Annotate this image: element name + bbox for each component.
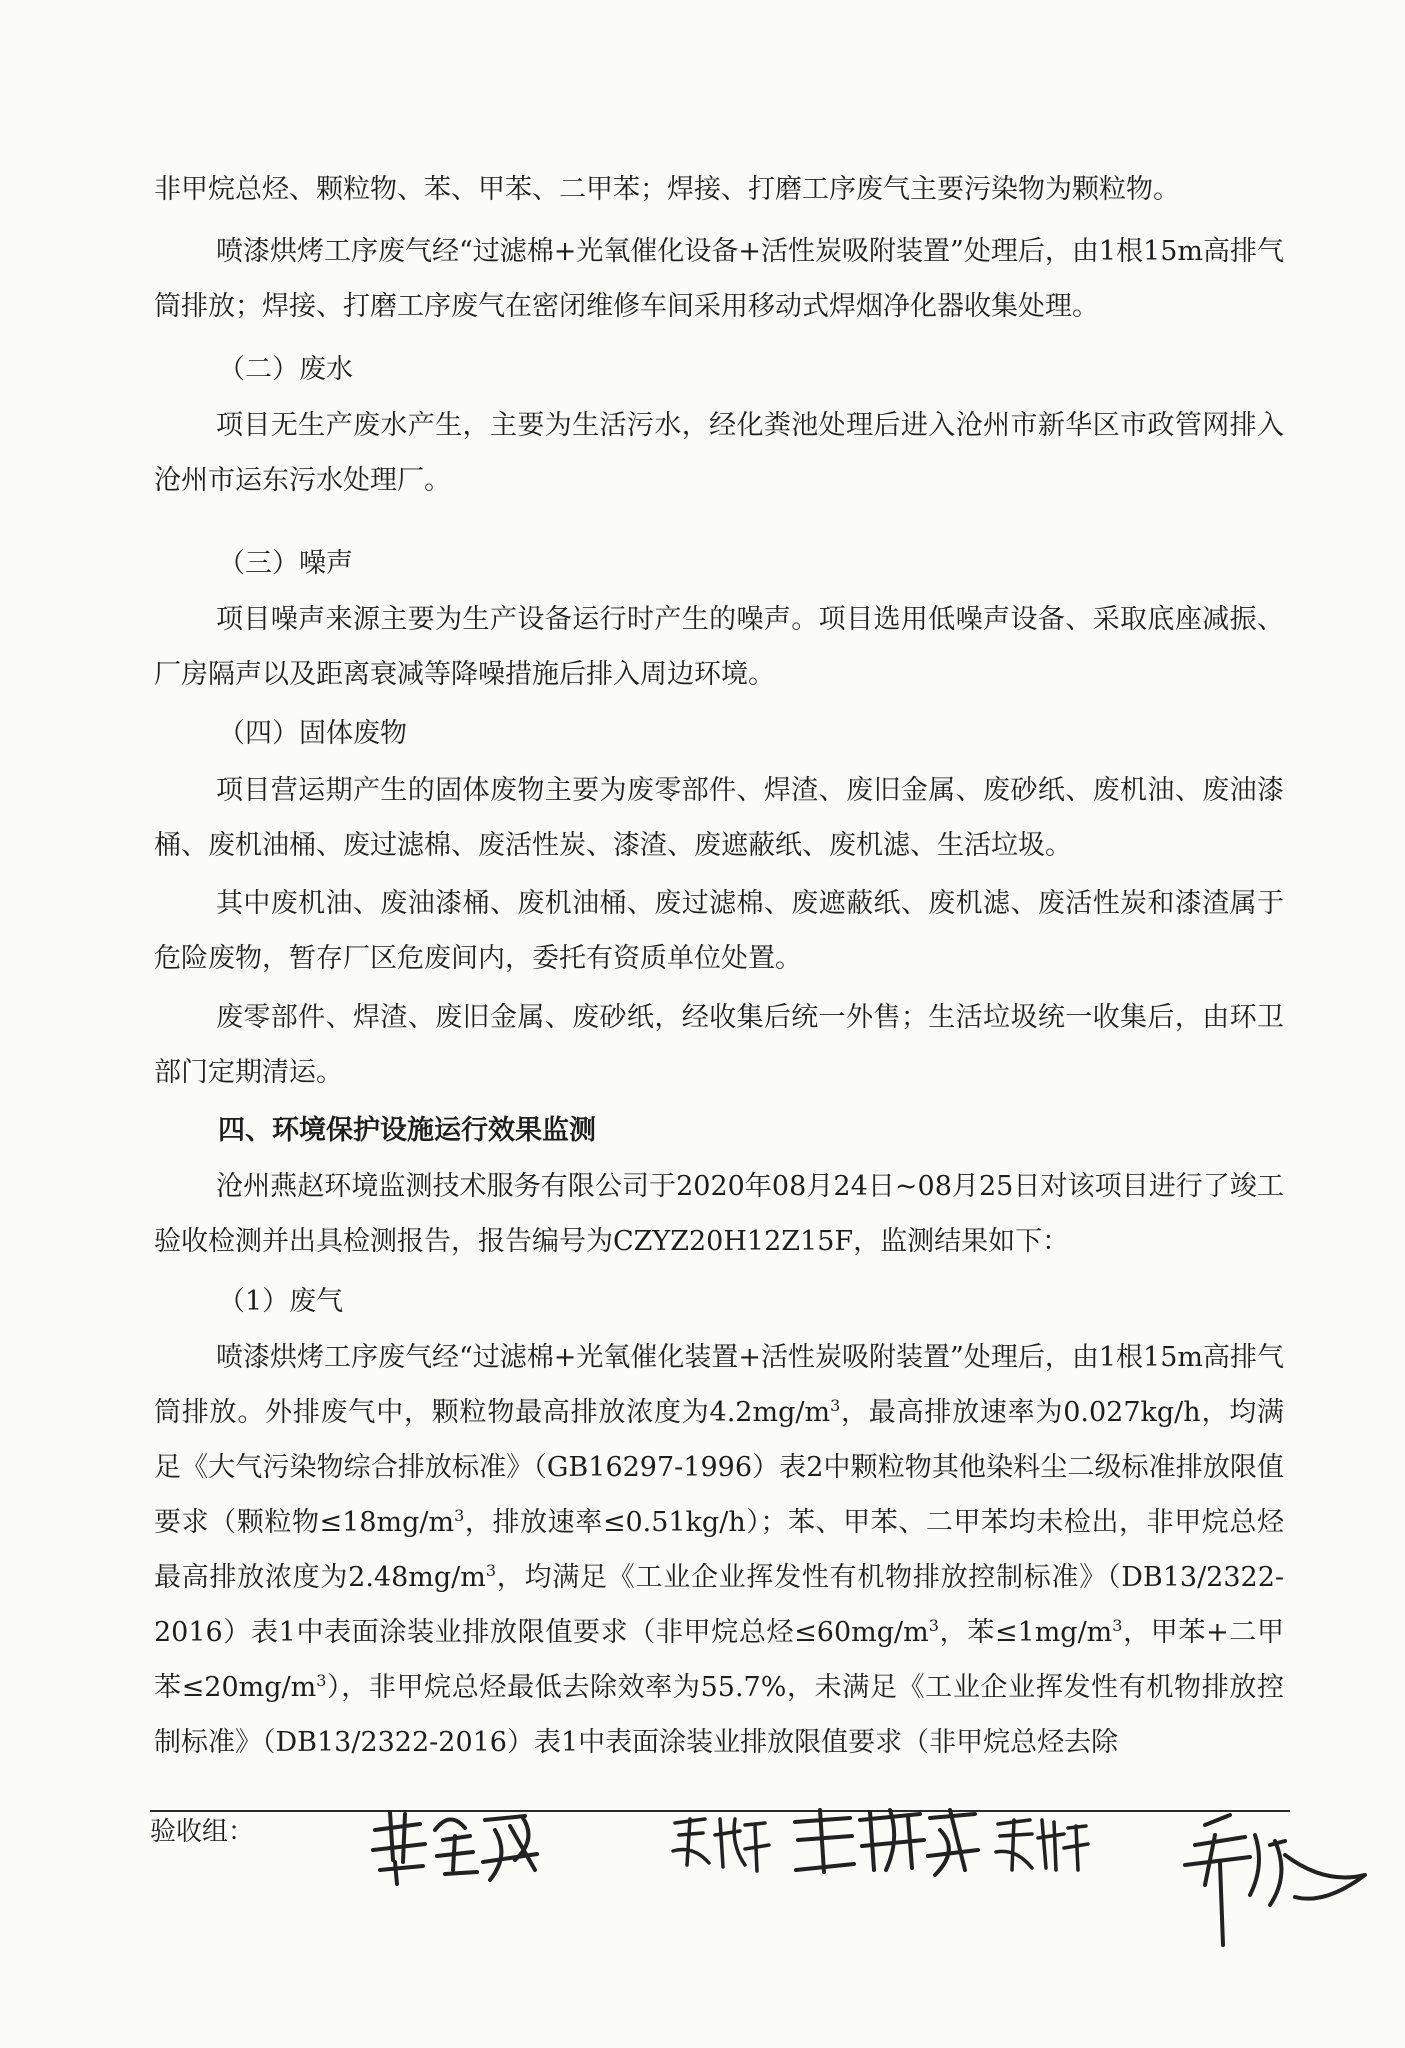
text-run: ，甲苯+二甲苯≤20mg/m [154, 1617, 1284, 1703]
paragraph-1: 非甲烷总烃、颗粒物、苯、甲苯、二甲苯；焊接、打磨工序废气主要污染物为颗粒物。 [154, 174, 1180, 205]
paragraph-solid-waste-1: 项目营运期产生的固体废物主要为废零部件、焊渣、废旧金属、废砂纸、废机油、废油漆桶、废机油桶、废过滤棉、废活性炭、漆渣、废遮蔽纸、废机滤、生活垃圾。 [154, 775, 1284, 861]
paragraph-wastewater: 项目无生产废水产生，主要为生活污水，经化粪池处理后进入沧州市新华区市政管网排入沧州市运东污水处理厂。 [154, 410, 1284, 496]
footer-label: 验收组： [150, 1817, 255, 1847]
text-run: ，苯≤1mg/m [938, 1617, 1113, 1648]
paragraph-solid-waste-3: 废零部件、焊渣、废旧金属、废砂纸，经收集后统一外售；生活垃圾统一收集后，由环卫部门定期清运。 [154, 1002, 1284, 1088]
section-heading-waste-gas: （1）废气 [218, 1286, 344, 1317]
signature-1 [365, 1800, 545, 1890]
signature-4 [990, 1808, 1090, 1878]
superscript: 3 [830, 1396, 841, 1415]
section-heading-wastewater: （二）废水 [218, 354, 353, 385]
paragraph-solid-waste-2: 其中废机油、废油漆桶、废机油桶、废过滤棉、废遮蔽纸、废机滤、废活性炭和漆渣属于危险废物，暂存厂区危废间内，委托有资质单位处置。 [154, 888, 1284, 974]
paragraph-waste-gas [154, 1330, 1284, 1770]
superscript: 3 [454, 1506, 465, 1525]
paragraph-2: 喷漆烘烤工序废气经“过滤棉+光氧催化设备+活性炭吸附装置”处理后，由1根15m高排气筒排放；焊接、打磨工序废气在密闭维修车间采用移动式焊烟净化器收集处理。 [154, 236, 1284, 322]
superscript: 3 [1112, 1616, 1123, 1635]
text-run: 喷漆烘烤工序废气经“过滤棉+光氧催化装置+活性炭吸附装置”处理后，由1根15m高排气筒排放。外排废气中，颗粒物最高排放浓度为4.2mg/m [154, 1342, 1284, 1428]
superscript: 3 [316, 1671, 327, 1690]
section-heading-monitoring: 四、环境保护设施运行效果监测 [218, 1115, 596, 1146]
superscript: 3 [928, 1616, 939, 1635]
text-run: ，最高排放速率为0.027kg/h，均满足《大气污染物综合排放标准》（GB16297-1996）表2中颗粒物其他染料尘二级标准排放限值要求（颗粒物≤18mg/m [154, 1397, 1284, 1538]
signature-5 [1175, 1805, 1375, 1955]
superscript: 3 [485, 1561, 497, 1580]
paragraph-monitoring: 沧州燕赵环境监测技术服务有限公司于2020年08月24日~08月25日对该项目进行了竣工验收检测并出具检测报告，报告编号为CZYZ20H12Z15F，监测结果如下： [154, 1171, 1284, 1257]
section-heading-solid-waste: （四）固体废物 [218, 718, 407, 749]
section-heading-noise: （三）噪声 [218, 548, 353, 579]
signature-2 [665, 1805, 775, 1880]
text-run: ，均满足《工业企业挥发性有机物排放控制标准》（DB13/2322-2016）表1中表面涂装业排放限值要求（非甲烷总烃≤60mg/m [154, 1562, 1284, 1648]
text-run: ），非甲烷总烃最低去除效率为55.7%，未满足《工业企业挥发性有机物排放控制标准》（DB13/2322-2016）表1中表面涂装业排放限值要求（非甲烷总烃去除 [154, 1672, 1284, 1758]
text-run: ，排放速率≤0.51kg/h）；苯、甲苯、二甲苯均未检出，非甲烷总烃最高排放浓度为2.48mg/m [154, 1507, 1284, 1593]
signature-3 [790, 1800, 980, 1885]
paragraph-noise: 项目噪声来源主要为生产设备运行时产生的噪声。项目选用低噪声设备、采取底座减振、厂房隔声以及距离衰减等降噪措施后排入周边环境。 [154, 604, 1284, 690]
